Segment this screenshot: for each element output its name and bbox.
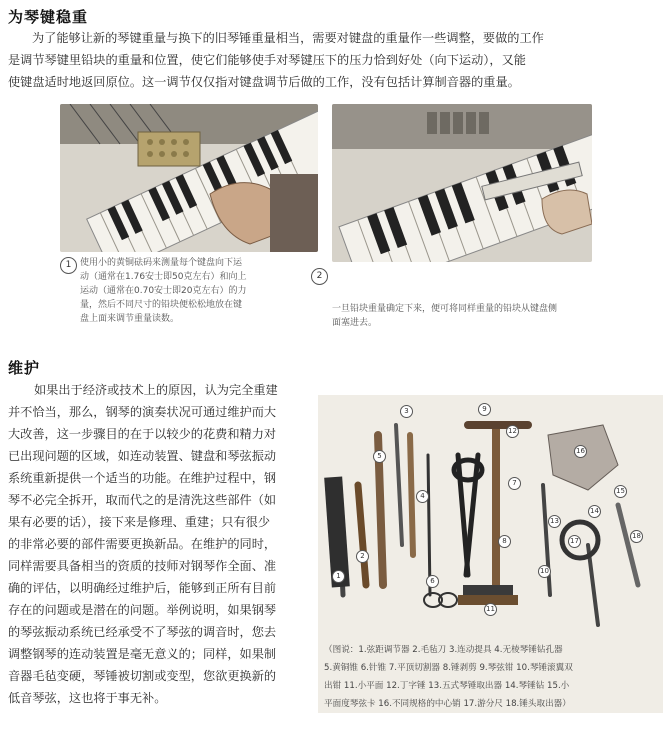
intro-paragraph <box>8 27 658 93</box>
keyboard-lead-illustration <box>332 104 592 262</box>
maint-line: 调整钢琴的连动装置是毫无意义的；同样，如果制 <box>8 647 277 661</box>
maint-line: 琴不必完全拆开，取而代之的是清洗这些部件（如 <box>8 493 277 507</box>
figure-number-1: 1 <box>60 257 77 274</box>
tool-marker: 11 <box>484 603 497 616</box>
section-title-maintenance: 维护 <box>8 359 41 377</box>
section-title-weighting: 为琴键稳重 <box>8 8 89 26</box>
maint-line: 并不恰当，那么，钢琴的演奏状况可通过维护而大 <box>8 405 277 419</box>
tool-marker: 3 <box>400 405 413 418</box>
maint-line: 果有必要的话），接下来是修理、重建；只有很少 <box>8 515 271 529</box>
maint-line: 大改善，这一步骤目的在于以较少的花费和精力对 <box>8 427 277 441</box>
maint-line: 存在的问题或是潜在的问题。举例说明，如果钢琴 <box>8 603 277 617</box>
figure2-caption <box>332 302 602 330</box>
tool-marker: 12 <box>506 425 519 438</box>
maint-line: 已出现问题的区域，如连动装置、键盘和琴弦振动 <box>8 449 277 463</box>
intro-line: 是调节琴键里铅块的重量和位置，使它们能够使手对琴键压下的压力恰到好处（向下运动），又能 <box>8 53 526 67</box>
photo-keyboard-weights <box>60 104 318 252</box>
maint-line: 同样需要具备相当的资质的技师对钢琴作全面、准 <box>8 559 277 573</box>
tool-marker: 1 <box>332 570 345 583</box>
legend-line: （图说：1.弦距调节器 2.毛毡刀 3.连动提具 4.无棱琴锤钻孔器 <box>324 645 563 655</box>
maint-line: 系统重新提供一个适当的功能。在维护过程中，钢 <box>8 471 277 485</box>
photo-keyboard-lead <box>332 104 592 262</box>
tool-marker: 6 <box>426 575 439 588</box>
tool-marker: 8 <box>498 535 511 548</box>
maint-line: 确的评估，以明确经过维护后，能够到正所有目前 <box>8 581 277 595</box>
tool-marker: 9 <box>478 403 491 416</box>
caption-line: 面塞进去。 <box>332 318 378 328</box>
tool-marker: 10 <box>538 565 551 578</box>
keyboard-weights-illustration <box>60 104 318 252</box>
caption-line: 动（通常在1.76安士即50克左右）和向上 <box>80 272 247 282</box>
maint-line: 音器毛毡变硬，琴锤被切割或变型，您欲更换新的 <box>8 669 277 683</box>
tool-marker: 7 <box>508 477 521 490</box>
tool-marker: 5 <box>373 450 386 463</box>
tool-marker: 2 <box>356 550 369 563</box>
maint-line: 低音琴弦，这也将于事无补。 <box>8 691 167 705</box>
maint-line: 的琴弦振动系统已经承受不了琴弦的调音时，您去 <box>8 625 277 639</box>
legend-line: 平面度琴弦卡 16.不同规格的中心销 17.游分尺 18.锤头取出器） <box>324 699 571 709</box>
tool-marker: 13 <box>548 515 561 528</box>
figure-number-2: 2 <box>311 268 328 285</box>
tool-marker: 15 <box>614 485 627 498</box>
caption-line: 使用小的黄铜砝码来测量每个键盘向下运 <box>80 258 243 268</box>
caption-line: 量，然后不同尺寸的铅块便松松地放在键 <box>80 300 243 310</box>
maint-line: 的非常必要的部件需要更换新品。在维护的同时， <box>8 537 277 551</box>
legend-line: 5.黄铜锥 6.针锥 7.平顶切割器 8.锤剥剪 9.琴弦钳 10.琴锤滚翼双 <box>324 663 573 673</box>
tool-marker: 16 <box>574 445 587 458</box>
maint-line: 如果出于经济或技术上的原因，认为完全重建 <box>34 383 278 397</box>
intro-line: 使键盘适时地返回原位。这一调节仅仅指对键盘调节后做的工作，没有包括计算制音器的重量。 <box>8 75 520 89</box>
caption-line: 盘上面来调节重量读数。 <box>80 314 180 324</box>
tool-marker: 4 <box>416 490 429 503</box>
legend-line: 出钳 11.小平面 12.丁字锤 13.五式琴锤取出器 14.琴锤钻 15.小 <box>324 681 570 691</box>
tool-marker: 17 <box>568 535 581 548</box>
caption-line: 一旦铅块重量确定下来，便可将同样重量的铅块从键盘侧 <box>332 304 558 314</box>
tool-marker: 14 <box>588 505 601 518</box>
maintenance-paragraph <box>8 379 320 709</box>
tool-number-markers <box>318 395 663 645</box>
tools-legend <box>324 641 660 713</box>
caption-line: 运动（通常在0.70安士即20克左右）的力 <box>80 286 247 296</box>
intro-line: 为了能够让新的琴键重量与换下的旧琴锤重量相当，需要对键盘的重量作一些调整，要做的工作 <box>32 31 544 45</box>
tool-marker: 18 <box>630 530 643 543</box>
figure1-caption <box>80 256 310 326</box>
